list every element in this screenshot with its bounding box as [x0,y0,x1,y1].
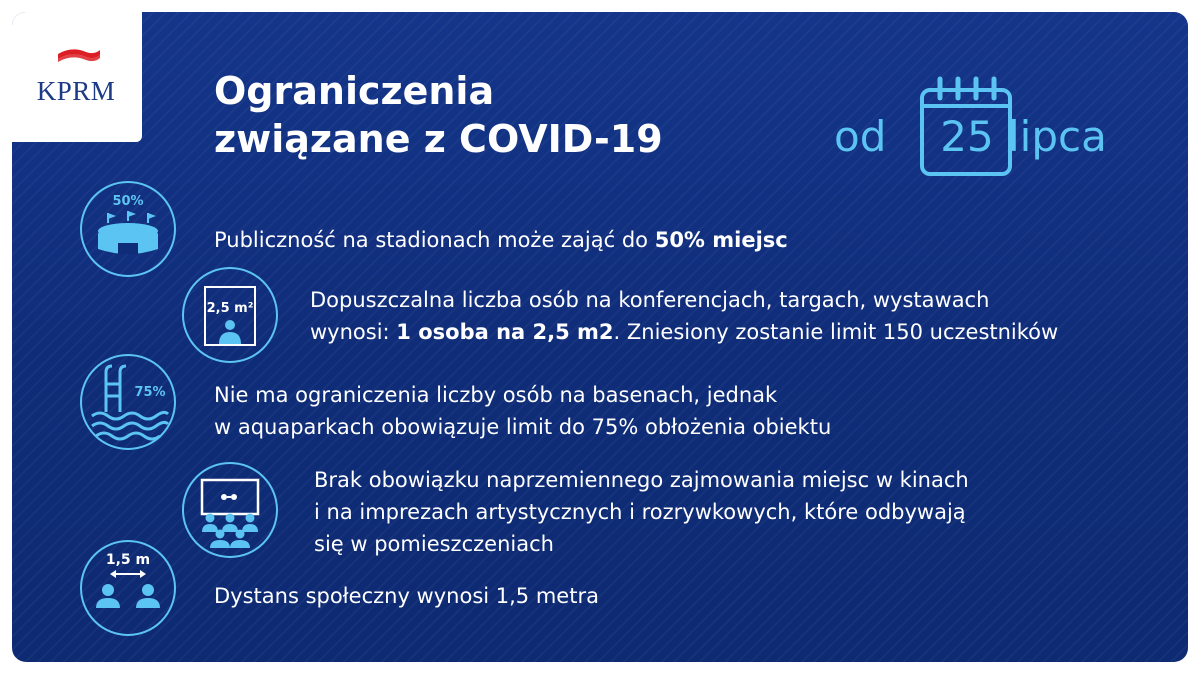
cinema-audience-icon [180,460,280,560]
pool-icon-label: 75% [134,385,166,400]
title-line-2: związane z COVID-19 [214,117,663,161]
item-cinema-line-2: i na imprezach artystycznych i rozrywkowych, które odbywają [314,500,966,524]
item-stadium-text: Publiczność na stadionach może zająć do 50% miejsc [214,228,788,252]
date-prefix: od [834,112,887,161]
distance-icon-label: 1,5 m [105,552,151,568]
item-pool-line-2: w aquaparkach obowiązuje limit do 75% obłożenia obiektu [214,415,832,439]
stadium-icon-label: 50% [112,194,144,209]
item-cinema-text [314,464,969,560]
page-title [214,67,663,163]
social-distance-icon [78,538,178,638]
item-conference-line-1: Dopuszczalna liczba osób na konferencjach, targach, wystawach [310,288,990,312]
item-cinema-line-1: Brak obowiązku naprzemiennego zajmowania miejsc w kinach [314,468,969,492]
room-area-icon [180,265,280,365]
item-conference-text: Dopuszczalna liczba osób na konferencjach, targach, wystawach wynosi: 1 osoba na 2,5 m2. Zniesiony zostanie limit 150 uczestników [310,288,1059,344]
item-conference-highlight: 1 osoba na 2,5 m2 [396,320,614,344]
flag-icon [56,46,102,68]
date-badge [834,76,1134,186]
stadium-icon [78,179,178,279]
infographic-card [12,12,1188,662]
date-day: 25 [940,112,994,161]
logo-text: KPRM [36,76,116,106]
pool-icon [78,352,178,452]
item-cinema-line-3: się w pomieszczeniach [314,532,554,556]
date-month: lipca [1008,112,1107,161]
item-pool-line-1: Nie ma ograniczenia liczby osób na basenach, jednak [214,383,778,407]
title-line-1: Ograniczenia [214,69,495,113]
room-area-icon-label: 2,5 m² [206,301,254,316]
kprm-logo [12,12,142,142]
item-distance-text: Dystans społeczny wynosi 1,5 metra [214,584,599,608]
item-pool-text [214,379,831,443]
item-stadium-highlight: 50% miejsc [654,228,788,252]
